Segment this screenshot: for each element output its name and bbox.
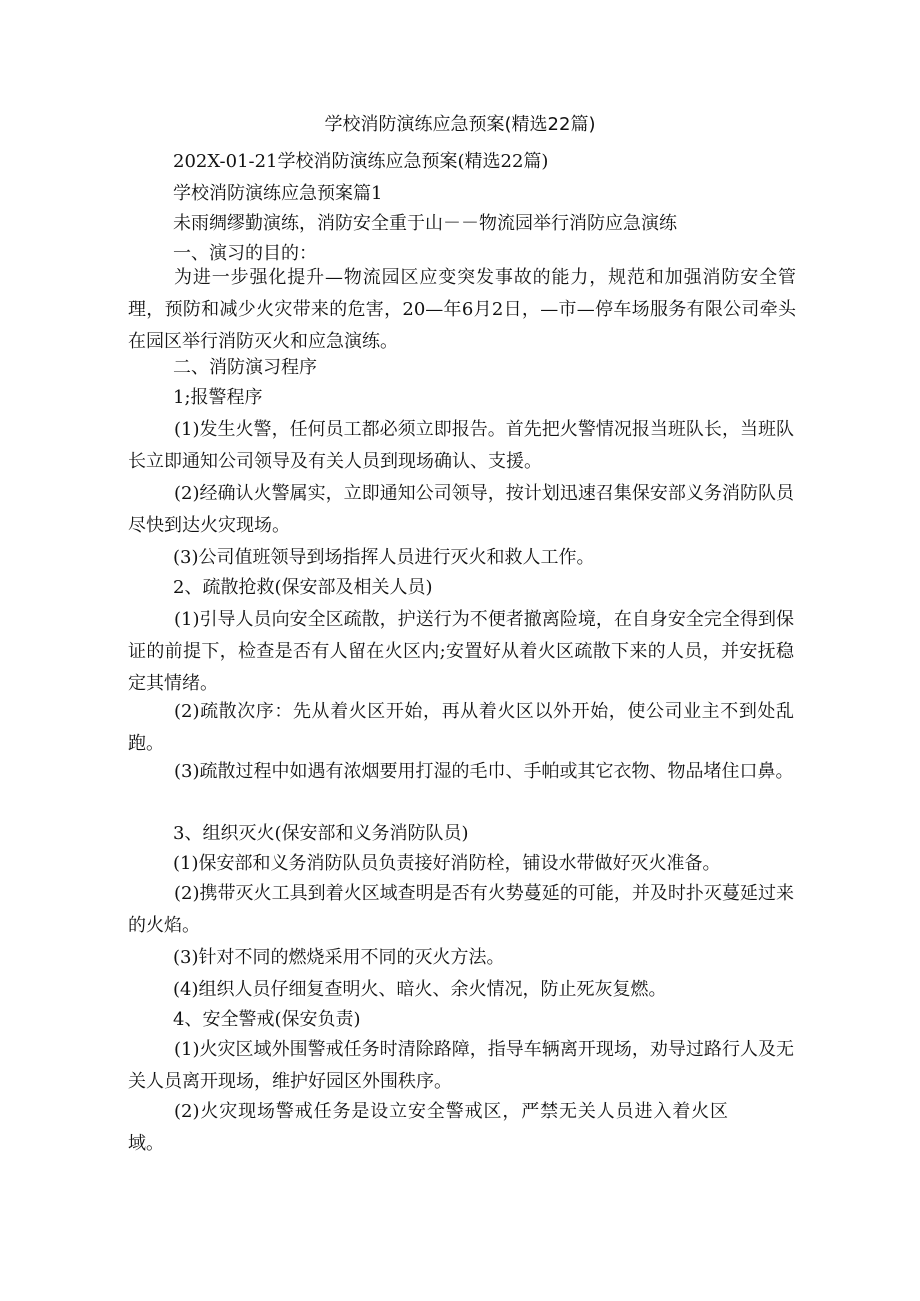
heading-purpose: 一、演习的目的： [173,243,317,264]
paragraph-alarm-2: (2)经确认火警属实，立即通知公司领导，按计划迅速召集保安部义务消防队员尽快到达火灾现场。 [128,483,794,536]
paragraph-firefighting-1: (1)保安部和义务消防队员负责接好消防栓，铺设水带做好灭火准备。 [173,853,721,874]
paragraph-firefighting-2: (2)携带灭火工具到着火区域查明是否有火势蔓延的可能，并及时扑灭蔓延过来的火焰。 [128,883,794,936]
document-title: 学校消防演练应急预案(精选22篇) [324,114,596,135]
paragraph-evacuation-1: (1)引导人员向安全区疏散，护送行为不便者撤离险境，在自身安全完全得到保证的前提下，检查是否有人留在火区内;安置好从着火区疏散下来的人员，并安抚稳定其情绪。 [128,609,794,694]
section-title: 学校消防演练应急预案篇1 [173,183,383,204]
subheading-evacuation: 2、疏散抢救(保安部及相关人员) [173,577,433,598]
subheading-alarm: 1;报警程序 [173,387,263,408]
paragraph-firefighting-4: (4)组织人员仔细复查明火、暗火、余火情况，防止死灰复燃。 [173,979,667,1000]
paragraph-security-2: (2)火灾现场警戒任务是设立安全警戒区，严禁无关人员进入着火区域。 [128,1101,728,1154]
date-line: 202X-01-21学校消防演练应急预案(精选22篇) [173,151,549,172]
paragraph-firefighting-3: (3)针对不同的燃烧采用不同的灭火方法。 [173,947,505,968]
paragraph-alarm-3: (3)公司值班领导到场指挥人员进行灭火和救人工作。 [173,547,595,568]
subheading-security: 4、安全警戒(保安负责) [173,1009,361,1030]
headline: 未雨绸缪勤演练，消防安全重于山－－物流园举行消防应急演练 [173,213,677,234]
paragraph-purpose: 为进一步强化提升—物流园区应变突发事故的能力，规范和加强消防安全管理，预防和减少火灾带来的危害，20—年6月2日，—市—停车场服务有限公司牵头在园区举行消防灭火和应急演练。 [128,267,796,352]
paragraph-alarm-1: (1)发生火警，任何员工都必须立即报告。首先把火警情况报当班队长，当班队长立即通知公司领导及有关人员到现场确认、支援。 [128,419,794,472]
paragraph-evacuation-2: (2)疏散次序：先从着火区开始，再从着火区以外开始，使公司业主不到处乱跑。 [128,701,794,754]
subheading-firefighting: 3、组织灭火(保安部和义务消防队员) [173,823,469,844]
heading-procedure: 二、消防演习程序 [173,357,317,378]
paragraph-security-1: (1)火灾区域外围警戒任务时清除路障，指导车辆离开现场，劝导过路行人及无关人员离开现场，维护好园区外围秩序。 [128,1039,794,1092]
paragraph-evacuation-3: (3)疏散过程中如遇有浓烟要用打湿的毛巾、手帕或其它衣物、物品堵住口鼻。 [174,761,794,782]
